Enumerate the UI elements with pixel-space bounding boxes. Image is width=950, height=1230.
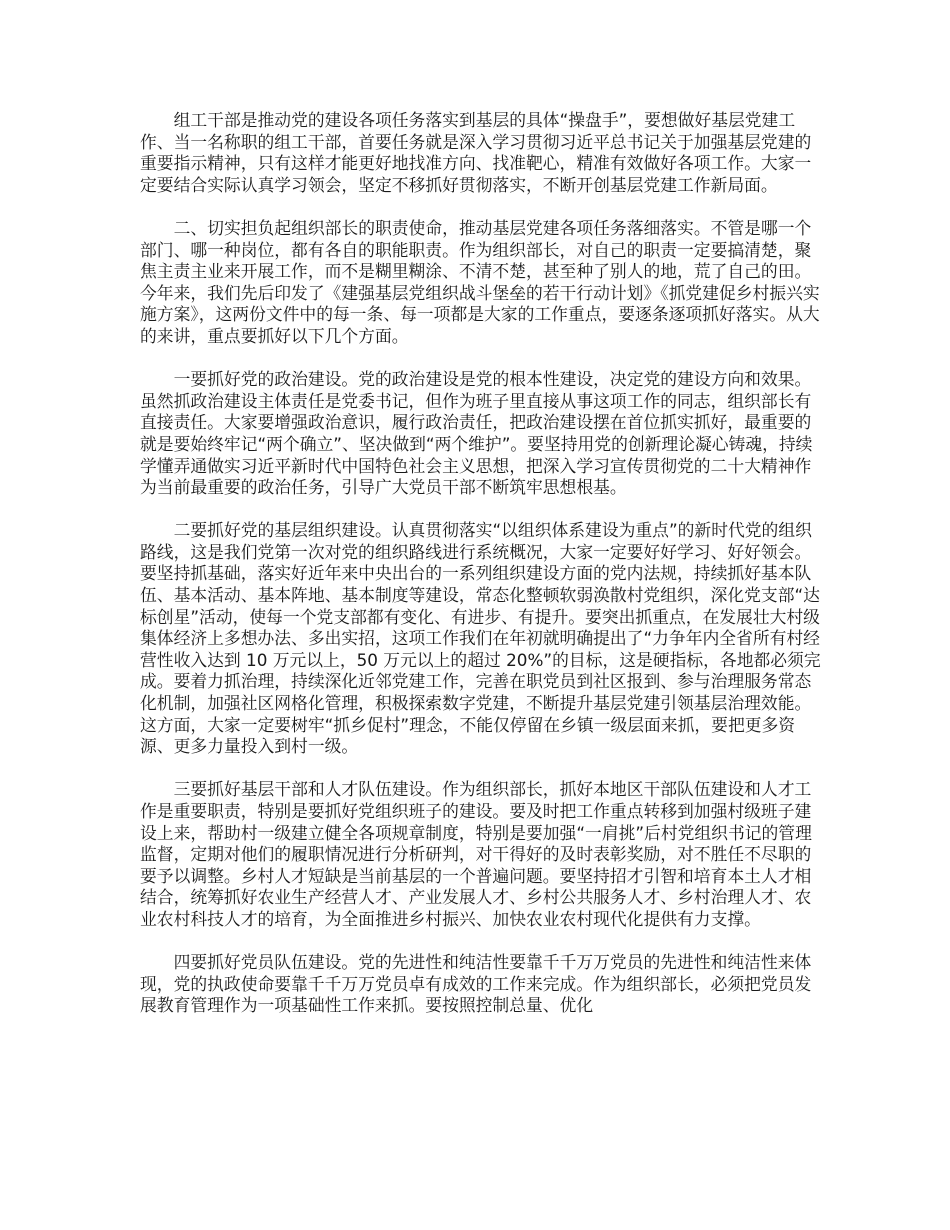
paragraph-section-two: 二、切实担负起组织部长的职责使命，推动基层党建各项任务落细落实。不管是哪一个部门、哪一种岗位，都有各自的职能职责。作为组织部长，对自己的职责一定要搞清楚，聚焦主责主业来开展工作，而不是糊里糊涂、不清不楚，甚至种了别人的地，荒了自己的田。今年来，我们先后印发了《建强基层党组织战斗堡垒的若干行动计划》《抓党建促乡村振兴实施方案》，这两份文件中的每一条、每一项都是大家的工作重点，要逐条逐项抓好落实。从大的来讲，重点要抓好以下几个方面。	[140, 217, 820, 346]
paragraph-political-building: 一要抓好党的政治建设。党的政治建设是党的根本性建设，决定党的建设方向和效果。虽然抓政治建设主体责任是党委书记，但作为班子里直接从事这项工作的同志，组织部长有直接责任。大家要增强政治意识，履行政治责任，把政治建设摆在首位抓实抓好，最重要的就是要始终牢记“两个确立”、坚决做到“两个维护”。要坚持用党的创新理论凝心铸魂，持续学懂弄通做实习近平新时代中国特色社会主义思想，把深入学习宣传贯彻党的二十大精神作为当前最重要的政治任务，引导广大党员干部不断筑牢思想根基。	[140, 369, 813, 498]
paragraph-intro-conclusion: 组工干部是推动党的建设各项任务落实到基层的具体“操盘手”，要想做好基层党建工作、当一名称职的组工干部，首要任务就是深入学习贯彻习近平总书记关于加强基层党建的重要指示精神，只有这样才能更好地找准方向、找准靶心，精准有效做好各项工作。大家一定要结合实际认真学习领会，坚定不移抓好贯彻落实，不断开创基层党建工作新局面。	[140, 110, 812, 195]
paragraph-cadre-talent: 三要抓好基层干部和人才队伍建设。作为组织部长，抓好本地区干部队伍建设和人才工作是重要职责，特别是要抓好党组织班子的建设。要及时把工作重点转移到加强村级班子建设上来，帮助村一级建立健全各项规章制度，特别是要加强“一肩挑”后村党组织书记的管理监督，定期对他们的履职情况进行分析研判，对干得好的及时表彰奖励，对不胜任不尽职的要予以调整。乡村人才短缺是当前基层的一个普遍问题。要坚持招才引智和培育本土人才相结合，统筹抓好农业生产经营人才、产业发展人才、乡村公共服务人才、乡村治理人才、农业农村科技人才的培育，为全面推进乡村振兴、加快农业农村现代化提供有力支撑。	[140, 779, 812, 929]
paragraph-grassroots-organization: 二要抓好党的基层组织建设。认真贯彻落实“以组织体系建设为重点”的新时代党的组织路线，这是我们党第一次对党的组织路线进行系统概况，大家一定要好好学习、好好领会。要坚持抓基础，落实好近年来中央出台的一系列组织建设方面的党内法规，持续抓好基本队伍、基本活动、基本阵地、基本制度等建设，常态化整顿软弱涣散村党组织，深化党支部“达标创星”活动，使每一个党支部都有变化、有进步、有提升。要突出抓重点，在发展壮大村级集体经济上多想办法、多出实招，这项工作我们在年初就明确提出了“力争年内全省所有村经营性收入达到 10 万元以上，50 万元以上的超过 20%”的目标，这是硬指标，各地都必须完成。要着力抓治理，持续深化近邻党建工作，完善在职党员到社区报到、参与治理服务常态化机制，加强社区网格化管理，积极探索数字党建，不断提升基层党建引领基层治理效能。这方面，大家一定要树牢“抓乡促村”理念，不能仅停留在乡镇一级层面来抓，要把更多资源、更多力量投入到村一级。	[140, 520, 821, 757]
document-page	[140, 110, 826, 1017]
paragraph-party-members: 四要抓好党员队伍建设。党的先进性和纯洁性要靠千千万万党员的先进性和纯洁性来体现，党的执政使命要靠千千万万党员卓有成效的工作来完成。作为组织部长，必须把党员发展教育管理作为一项基础性工作来抓。要按照控制总量、优化	[140, 952, 812, 1016]
